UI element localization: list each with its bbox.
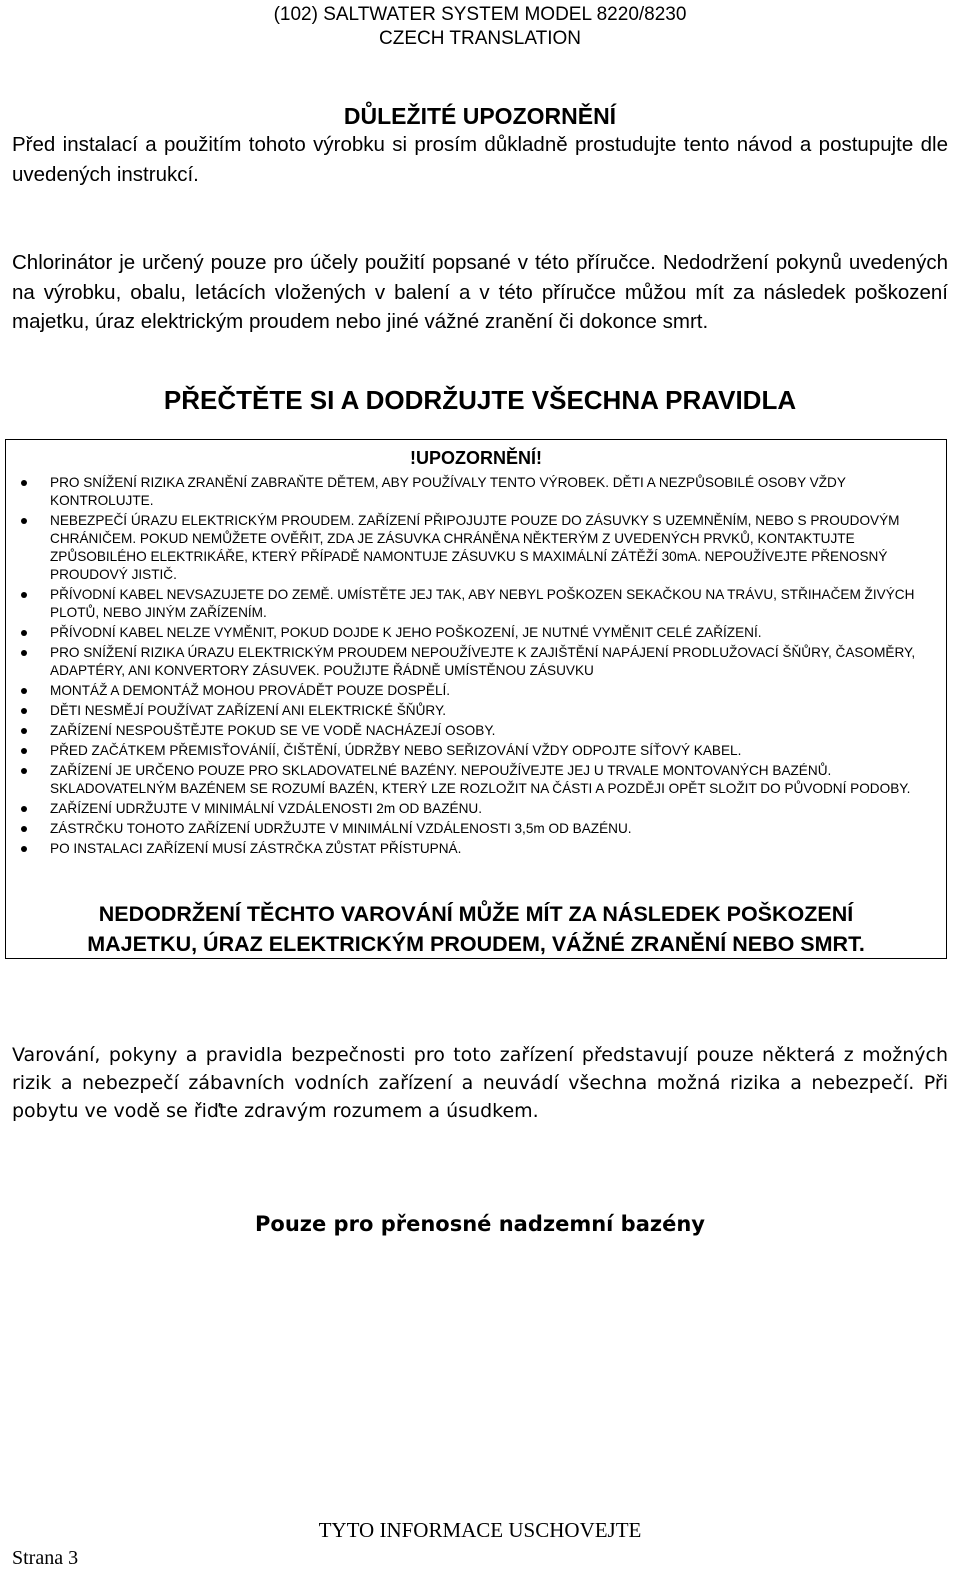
warning-item: NEBEZPEČÍ ÚRAZU ELEKTRICKÝM PROUDEM. ZAŘÍZENÍ PŘIPOJUJTE POUZE DO ZÁSUVKY S UZEMNĚNÍM, NEBO S PROUDOVÝM CHRÁNIČEM. POKUD NEMŮŽETE OVĚŘIT, ZDA JE ZÁSUVKA CHRÁNĚNA NĚKTERÝM Z UVEDENÝCH PRVKŮ, KONTAKTUJTE ZPŮSOBILÉHO ELEKTRIKÁŘE, KTERÝ PŘÍPADĚ NAMONTUJE ZÁSUVKU S MAXIMÁLNÍ ZÁTĚŽÍ 30mA. NEPOUŽÍVEJTE PŘENOSNÝ PROUDOVÝ JISTIČ. bbox=[16, 512, 921, 584]
bullet-icon bbox=[21, 846, 27, 852]
warning-consequence-line-1: NEDODRŽENÍ TĚCHTO VAROVÁNÍ MŮŽE MÍT ZA NÁSLEDEK POŠKOZENÍ bbox=[98, 902, 854, 926]
warning-list bbox=[16, 474, 921, 860]
warning-item: ZÁSTRČKU TOHOTO ZAŘÍZENÍ UDRŽUJTE V MINIMÁLNÍ VZDÁLENOSTI 3,5m OD BAZÉNU. bbox=[16, 820, 921, 838]
important-notice-title: DŮLEŽITÉ UPOZORNĚNÍ bbox=[343, 103, 617, 129]
page-number: Strana 3 bbox=[12, 1547, 79, 1569]
intro-paragraph: Před instalací a použitím tohoto výrobku si prosím důkladně prostudujte tento návod a postupujte dle uvedených instrukcí. bbox=[12, 133, 948, 186]
bullet-icon bbox=[21, 806, 27, 812]
warning-box-title: !UPOZORNĚNÍ! bbox=[410, 448, 542, 468]
warning-box bbox=[5, 439, 947, 959]
bullet-icon bbox=[21, 688, 27, 694]
bullet-icon bbox=[21, 748, 27, 754]
bullet-icon bbox=[21, 650, 27, 656]
warning-item: ZAŘÍZENÍ NESPOUŠTĚJTE POKUD SE VE VODĚ NACHÁZEJÍ OSOBY. bbox=[16, 722, 921, 740]
bullet-icon bbox=[21, 518, 27, 524]
header-translation-line: CZECH TRANSLATION bbox=[379, 28, 581, 49]
warning-item: PŘED ZAČÁTKEM PŘEMISŤOVÁNÍÍ, ČIŠTĚNÍ, ÚDRŽBY NEBO SEŘIZOVÁNÍ VŽDY ODPOJTE SÍŤOVÝ KABEL. bbox=[16, 742, 921, 760]
bullet-icon bbox=[21, 480, 27, 486]
bullet-icon bbox=[21, 826, 27, 832]
warning-item: PO INSTALACI ZAŘÍZENÍ MUSÍ ZÁSTRČKA ZŮSTAT PŘÍSTUPNÁ. bbox=[16, 840, 921, 858]
rules-heading: PŘEČTĚTE SI A DODRŽUJTE VŠECHNA PRAVIDLA bbox=[163, 385, 797, 415]
header-model-line: (102) SALTWATER SYSTEM MODEL 8220/8230 bbox=[273, 4, 687, 25]
warning-consequence-line-2: MAJETKU, ÚRAZ ELEKTRICKÝM PROUDEM, VÁŽNÉ ZRANĚNÍ NEBO SMRT. bbox=[87, 932, 865, 956]
warning-item: MONTÁŽ A DEMONTÁŽ MOHOU PROVÁDĚT POUZE DOSPĚLÍ. bbox=[16, 682, 921, 700]
warning-item: PRO SNÍŽENÍ RIZIKA ZRANĚNÍ ZABRAŇTE DĚTEM, ABY POUŽÍVALY TENTO VÝROBEK. DĚTI A NEZPŮSOBILÉ OSOBY VŽDY KONTROLUJTE. bbox=[16, 474, 921, 510]
usage-warning-paragraph: Chlorinátor je určený pouze pro účely použití popsané v této příručce. Nedodržení pokynů uvedených na výrobku, obalu, letácích vložených v balení a v této příručce můžou mít za následek poškození majetku, úraz elektrickým proudem nebo jiné vážné zranění či dokonce smrt. bbox=[12, 251, 948, 333]
disclaimer-paragraph: Varování, pokyny a pravidla bezpečnosti pro toto zařízení představují pouze některá z možných rizik a nebezpečí zábavních vodních zařízení a neuvádí všechna možná rizika a nebezpečí. Při pobytu ve vodě se řiďte zdravým rozumem a úsudkem. bbox=[12, 1044, 948, 1122]
keep-information-note: TYTO INFORMACE USCHOVEJTE bbox=[318, 1518, 642, 1542]
warning-item: PŘÍVODNÍ KABEL NELZE VYMĚNIT, POKUD DOJDE K JEHO POŠKOZENÍ, JE NUTNÉ VYMĚNIT CELÉ ZAŘÍZENÍ. bbox=[16, 624, 921, 642]
bullet-icon bbox=[21, 768, 27, 774]
warning-item: ZAŘÍZENÍ JE URČENO POUZE PRO SKLADOVATELNÉ BAZÉNY. NEPOUŽÍVEJTE JEJ U TRVALE MONTOVANÝCH BAZÉNŮ. SKLADOVATELNÝM BAZÉNEM SE ROZUMÍ BAZÉN, KTERÝ LZE ROZLOŽIT NA ČÁSTI A POZDĚJI OPĚT SLOŽIT DO PŮVODNÍ PODOBY. bbox=[16, 762, 921, 798]
bullet-icon bbox=[21, 708, 27, 714]
warning-item: ZAŘÍZENÍ UDRŽUJTE V MINIMÁLNÍ VZDÁLENOSTI 2m OD BAZÉNU. bbox=[16, 800, 921, 818]
warning-consequence-text bbox=[6, 899, 946, 959]
warning-item: PRO SNÍŽENÍ RIZIKA ÚRAZU ELEKTRICKÝM PROUDEM NEPOUŽÍVEJTE K ZAJIŠTĚNÍ NAPÁJENÍ PRODLUŽOVACÍ ŠŇŮRY, ČASOMĚRY, ADAPTÉRY, ANI KONVERTORY ZÁSUVEK. POUŽIJTE ŘÁDNĚ UMÍSTĚNOU ZÁSUVKU bbox=[16, 644, 921, 680]
warning-item: PŘÍVODNÍ KABEL NEVSAZUJETE DO ZEMĚ. UMÍSTĚTE JEJ TAK, ABY NEBYL POŠKOZEN SEKAČKOU NA TRÁVU, STŘIHAČEM ŽIVÝCH PLOTŮ, NEBO JINÝM ZAŘÍZENÍM. bbox=[16, 586, 921, 622]
bullet-icon bbox=[21, 592, 27, 598]
bullet-icon bbox=[21, 728, 27, 734]
pools-note: Pouze pro přenosné nadzemní bazény bbox=[255, 1212, 705, 1236]
warning-item: DĚTI NESMĚJÍ POUŽÍVAT ZAŘÍZENÍ ANI ELEKTRICKÉ ŠŇŮRY. bbox=[16, 702, 921, 720]
bullet-icon bbox=[21, 630, 27, 636]
